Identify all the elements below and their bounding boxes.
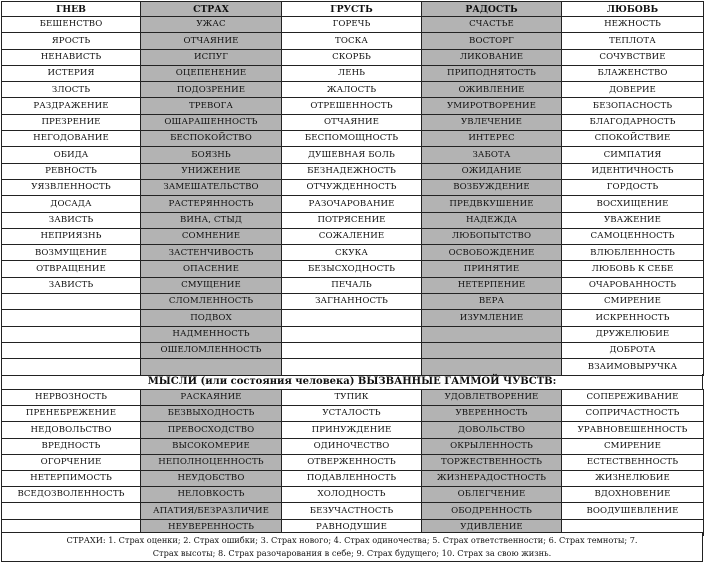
emotions-cell: БОЯЗНЬ <box>141 147 282 163</box>
emotions-cell: РАЗДРАЖЕНИЕ <box>2 98 141 114</box>
emotions-cell: ДОСАДА <box>2 196 141 212</box>
thoughts-cell: ОКРЫЛЕННОСТЬ <box>422 438 562 454</box>
emotions-cell <box>2 310 141 326</box>
emotions-cell: ОПАСЕНИЕ <box>141 261 282 277</box>
emotions-row <box>2 17 704 33</box>
thoughts-cell: РАВНОДУШИЕ <box>282 519 422 535</box>
thoughts-cell: ВРЕДНОСТЬ <box>2 438 141 454</box>
emotions-cell: УНИЖЕНИЕ <box>141 163 282 179</box>
emotions-row <box>2 310 704 326</box>
emotions-row <box>2 326 704 342</box>
emotions-cell: НЕПРИЯЗНЬ <box>2 228 141 244</box>
emotions-cell: СОЧУВСТВИЕ <box>562 49 704 65</box>
emotions-cell: ГОРДОСТЬ <box>562 179 704 195</box>
emotions-cell: СЛОМЛЕННОСТЬ <box>141 294 282 310</box>
emotions-row <box>2 33 704 49</box>
emotions-cell: СЧАСТЬЕ <box>422 17 562 33</box>
emotions-cell: ВОСТОРГ <box>422 33 562 49</box>
thoughts-row <box>2 422 704 438</box>
emotions-cell <box>282 359 422 375</box>
emotions-cell <box>2 326 141 342</box>
thoughts-cell: ОБОДРЕННОСТЬ <box>422 503 562 519</box>
emotions-cell <box>2 359 141 375</box>
fears-footnote <box>1 532 703 562</box>
thoughts-cell: РАСКАЯНИЕ <box>141 390 282 406</box>
emotions-cell: ОЖИДАНИЕ <box>422 163 562 179</box>
thoughts-cell: УДОВЛЕТВОРЕНИЕ <box>422 390 562 406</box>
emotions-row <box>2 359 704 375</box>
thoughts-cell: ОБЛЕГЧЕНИЕ <box>422 487 562 503</box>
emotions-cell: ПРИНЯТИЕ <box>422 261 562 277</box>
thoughts-cell: ВДОХНОВЕНИЕ <box>562 487 704 503</box>
emotions-cell: РАЗОЧАРОВАНИЕ <box>282 196 422 212</box>
emotions-row <box>2 114 704 130</box>
emotions-cell: БЕЗНАДЕЖНОСТЬ <box>282 163 422 179</box>
header-anger: ГНЕВ <box>2 2 141 17</box>
emotions-cell: УВАЖЕНИЕ <box>562 212 704 228</box>
emotions-cell: ЯРОСТЬ <box>2 33 141 49</box>
emotions-cell: ИНТЕРЕС <box>422 131 562 147</box>
emotions-cell: СМИРЕНИЕ <box>562 294 704 310</box>
emotions-row <box>2 179 704 195</box>
thoughts-cell: ВСЕДОЗВОЛЕННОСТЬ <box>2 487 141 503</box>
emotions-cell: ВЛЮБЛЕННОСТЬ <box>562 245 704 261</box>
emotions-cell: ПРЕЗРЕНИЕ <box>2 114 141 130</box>
header-row <box>2 2 704 17</box>
emotions-cell: ЛИКОВАНИЕ <box>422 49 562 65</box>
emotions-row <box>2 277 704 293</box>
emotions-cell: ЗЛОСТЬ <box>2 82 141 98</box>
emotions-cell: ИСТЕРИЯ <box>2 65 141 81</box>
emotions-row <box>2 245 704 261</box>
thoughts-cell: ПОДАВЛЕННОСТЬ <box>282 470 422 486</box>
thoughts-cell: ВЫСОКОМЕРИЕ <box>141 438 282 454</box>
thoughts-cell: НЕДОВОЛЬСТВО <box>2 422 141 438</box>
thoughts-cell: УДИВЛЕНИЕ <box>422 519 562 535</box>
thoughts-cell: АПАТИЯ/БЕЗРАЗЛИЧИЕ <box>141 503 282 519</box>
emotions-cell: ОСВОБОЖДЕНИЕ <box>422 245 562 261</box>
emotions-cell: БЕШЕНСТВО <box>2 17 141 33</box>
thoughts-cell: НЕЛОВКОСТЬ <box>141 487 282 503</box>
emotions-cell: РЕВНОСТЬ <box>2 163 141 179</box>
emotions-cell: БЕСПОКОЙСТВО <box>141 131 282 147</box>
thoughts-cell: ХОЛОДНОСТЬ <box>282 487 422 503</box>
emotions-cell: ПОДВОХ <box>141 310 282 326</box>
thoughts-cell: ЖИЗНЕЛЮБИЕ <box>562 470 704 486</box>
emotions-cell <box>2 294 141 310</box>
emotions-cell: СОМНЕНИЕ <box>141 228 282 244</box>
emotions-cell: СМУЩЕНИЕ <box>141 277 282 293</box>
thoughts-table <box>1 389 704 536</box>
emotions-cell: ВОЗБУЖДЕНИЕ <box>422 179 562 195</box>
emotions-cell <box>282 326 422 342</box>
emotions-cell: ДОВЕРИЕ <box>562 82 704 98</box>
emotions-cell: НЕТЕРПЕНИЕ <box>422 277 562 293</box>
emotions-row <box>2 65 704 81</box>
emotions-cell: ВЕРА <box>422 294 562 310</box>
emotions-cell <box>282 342 422 358</box>
emotions-row <box>2 228 704 244</box>
thoughts-cell: БЕЗУЧАСТНОСТЬ <box>282 503 422 519</box>
emotions-row <box>2 212 704 228</box>
emotions-cell: БЕЗЫСХОДНОСТЬ <box>282 261 422 277</box>
emotions-cell: УЯЗВЛЕННОСТЬ <box>2 179 141 195</box>
footnote-line-2: Страх высоты; 8. Страх разочарования в себе; 9. Страх будущего; 10. Страх за свою жизнь. <box>152 548 552 558</box>
emotions-cell: УЖАС <box>141 17 282 33</box>
emotions-cell: ОЧАРОВАННОСТЬ <box>562 277 704 293</box>
thoughts-row <box>2 454 704 470</box>
emotions-cell: ТОСКА <box>282 33 422 49</box>
emotions-row <box>2 163 704 179</box>
thoughts-body <box>2 390 704 536</box>
emotions-cell: ВИНА, СТЫД <box>141 212 282 228</box>
emotions-cell: СОЖАЛЕНИЕ <box>282 228 422 244</box>
thoughts-cell: ПРЕНЕБРЕЖЕНИЕ <box>2 406 141 422</box>
thoughts-cell: СМИРЕНИЕ <box>562 438 704 454</box>
emotions-cell: ЗАСТЕНЧИВОСТЬ <box>141 245 282 261</box>
emotions-cell: ПРИПОДНЯТОСТЬ <box>422 65 562 81</box>
emotions-cell <box>422 342 562 358</box>
emotions-cell: ПРЕДВКУШЕНИЕ <box>422 196 562 212</box>
emotions-cell: СКОРБЬ <box>282 49 422 65</box>
header-love: ЛЮБОВЬ <box>562 2 704 17</box>
emotions-cell: ЛЕНЬ <box>282 65 422 81</box>
emotions-cell: ОТЧАЯНИЕ <box>141 33 282 49</box>
emotions-cell: САМОЦЕННОСТЬ <box>562 228 704 244</box>
emotions-row <box>2 261 704 277</box>
thoughts-cell: НЕУДОБСТВО <box>141 470 282 486</box>
emotions-cell <box>282 310 422 326</box>
thoughts-cell: ОГОРЧЕНИЕ <box>2 454 141 470</box>
emotions-cell: ЗАБОТА <box>422 147 562 163</box>
emotions-cell: БЕЗОПАСНОСТЬ <box>562 98 704 114</box>
thoughts-cell: ЖИЗНЕРАДОСТНОСТЬ <box>422 470 562 486</box>
emotions-cell: ДОБРОТА <box>562 342 704 358</box>
emotions-table <box>1 1 704 376</box>
emotions-cell: УВЛЕЧЕНИЕ <box>422 114 562 130</box>
emotions-cell: ВЗАИМОВЫРУЧКА <box>562 359 704 375</box>
thoughts-row <box>2 390 704 406</box>
thoughts-cell: ОДИНОЧЕСТВО <box>282 438 422 454</box>
thoughts-cell: НЕТЕРПИМОСТЬ <box>2 470 141 486</box>
emotions-cell: РАСТЕРЯННОСТЬ <box>141 196 282 212</box>
emotions-cell: ИДЕНТИЧНОСТЬ <box>562 163 704 179</box>
emotions-cell: ОЦЕПЕНЕНИЕ <box>141 65 282 81</box>
emotions-cell: ОТЧУЖДЕННОСТЬ <box>282 179 422 195</box>
emotions-cell: ГОРЕЧЬ <box>282 17 422 33</box>
thoughts-cell: УСТАЛОСТЬ <box>282 406 422 422</box>
emotions-cell <box>141 359 282 375</box>
emotions-cell: БЕСПОМОЩНОСТЬ <box>282 131 422 147</box>
thoughts-cell: ВООДУШЕВЛЕНИЕ <box>562 503 704 519</box>
thoughts-cell: ТУПИК <box>282 390 422 406</box>
emotions-row <box>2 49 704 65</box>
thoughts-cell: СОПЕРЕЖИВАНИЕ <box>562 390 704 406</box>
emotions-cell: НЕЖНОСТЬ <box>562 17 704 33</box>
emotions-row <box>2 82 704 98</box>
emotions-cell: НЕГОДОВАНИЕ <box>2 131 141 147</box>
thoughts-cell: УРАВНОВЕШЕННОСТЬ <box>562 422 704 438</box>
emotions-cell: ВОСХИЩЕНИЕ <box>562 196 704 212</box>
emotions-cell: СКУКА <box>282 245 422 261</box>
emotions-row <box>2 131 704 147</box>
emotions-cell: ОШАРАШЕННОСТЬ <box>141 114 282 130</box>
thoughts-cell: ДОВОЛЬСТВО <box>422 422 562 438</box>
emotions-cell: ВОЗМУЩЕНИЕ <box>2 245 141 261</box>
header-fear: СТРАХ <box>141 2 282 17</box>
emotions-cell: НАДМЕННОСТЬ <box>141 326 282 342</box>
thoughts-title: МЫСЛИ (или состояния человека) ВЫЗВАННЫЕ ГАММОЙ ЧУВСТВ: <box>1 374 703 390</box>
thoughts-cell: ЕСТЕСТВЕННОСТЬ <box>562 454 704 470</box>
thoughts-cell: НЕРВОЗНОСТЬ <box>2 390 141 406</box>
emotions-row <box>2 196 704 212</box>
thoughts-cell: ПРЕВОСХОДСТВО <box>141 422 282 438</box>
emotions-row <box>2 98 704 114</box>
emotions-cell: ОТРЕШЕННОСТЬ <box>282 98 422 114</box>
emotions-cell: ДРУЖЕЛЮБИЕ <box>562 326 704 342</box>
header-joy: РАДОСТЬ <box>422 2 562 17</box>
thoughts-cell <box>2 503 141 519</box>
emotions-cell: УМИРОТВОРЕНИЕ <box>422 98 562 114</box>
emotions-row <box>2 147 704 163</box>
emotions-cell: ИЗУМЛЕНИЕ <box>422 310 562 326</box>
thoughts-row <box>2 487 704 503</box>
emotions-cell: ЖАЛОСТЬ <box>282 82 422 98</box>
emotions-cell: ПЕЧАЛЬ <box>282 277 422 293</box>
emotions-cell: НАДЕЖДА <box>422 212 562 228</box>
emotions-cell: БЛАГОДАРНОСТЬ <box>562 114 704 130</box>
thoughts-cell: НЕУВЕРЕННОСТЬ <box>141 519 282 535</box>
thoughts-cell: СОПРИЧАСТНОСТЬ <box>562 406 704 422</box>
emotions-cell: ОШЕЛОМЛЕННОСТЬ <box>141 342 282 358</box>
emotions-cell: ЗАВИСТЬ <box>2 277 141 293</box>
thoughts-row <box>2 470 704 486</box>
emotions-cell: ОТЧАЯНИЕ <box>282 114 422 130</box>
emotions-cell: ПОДОЗРЕНИЕ <box>141 82 282 98</box>
thoughts-row <box>2 503 704 519</box>
emotions-cell <box>422 326 562 342</box>
emotions-cell: ИСПУГ <box>141 49 282 65</box>
thoughts-cell: НЕПОЛНОЦЕННОСТЬ <box>141 454 282 470</box>
emotions-cell: НЕНАВИСТЬ <box>2 49 141 65</box>
thoughts-cell: УВЕРЕННОСТЬ <box>422 406 562 422</box>
emotions-cell: СИМПАТИЯ <box>562 147 704 163</box>
emotions-cell: ДУШЕВНАЯ БОЛЬ <box>282 147 422 163</box>
thoughts-row <box>2 438 704 454</box>
emotions-cell: ЗАМЕШАТЕЛЬСТВО <box>141 179 282 195</box>
emotions-cell: ОТВРАЩЕНИЕ <box>2 261 141 277</box>
thoughts-row <box>2 406 704 422</box>
thoughts-cell: БЕЗВЫХОДНОСТЬ <box>141 406 282 422</box>
emotions-cell: ОЖИВЛЕНИЕ <box>422 82 562 98</box>
emotions-row <box>2 294 704 310</box>
emotions-cell: ТРЕВОГА <box>141 98 282 114</box>
emotions-cell: ТЕПЛОТА <box>562 33 704 49</box>
emotions-cell <box>422 359 562 375</box>
emotions-cell: ОБИДА <box>2 147 141 163</box>
emotions-cell: СПОКОЙСТВИЕ <box>562 131 704 147</box>
thoughts-cell: ПРИНУЖДЕНИЕ <box>282 422 422 438</box>
header-sadness: ГРУСТЬ <box>282 2 422 17</box>
emotions-row <box>2 342 704 358</box>
emotions-cell: ЛЮБОПЫТСТВО <box>422 228 562 244</box>
emotions-cell: БЛАЖЕНСТВО <box>562 65 704 81</box>
emotions-body <box>2 17 704 376</box>
emotions-cell: ЗАГНАННОСТЬ <box>282 294 422 310</box>
thoughts-cell: ТОРЖЕСТВЕННОСТЬ <box>422 454 562 470</box>
thoughts-cell: ОТВЕРЖЕННОСТЬ <box>282 454 422 470</box>
emotions-cell: ИСКРЕННОСТЬ <box>562 310 704 326</box>
emotions-cell: ПОТРЯСЕНИЕ <box>282 212 422 228</box>
emotions-cell: ЗАВИСТЬ <box>2 212 141 228</box>
footnote-line-1: СТРАХИ: 1. Страх оценки; 2. Страх ошибки; 3. Страх нового; 4. Страх одиночества; 5. Страх ответственности; 6. Страх темноты; 7. <box>66 535 638 545</box>
emotions-cell: ЛЮБОВЬ К СЕБЕ <box>562 261 704 277</box>
emotions-cell <box>2 342 141 358</box>
